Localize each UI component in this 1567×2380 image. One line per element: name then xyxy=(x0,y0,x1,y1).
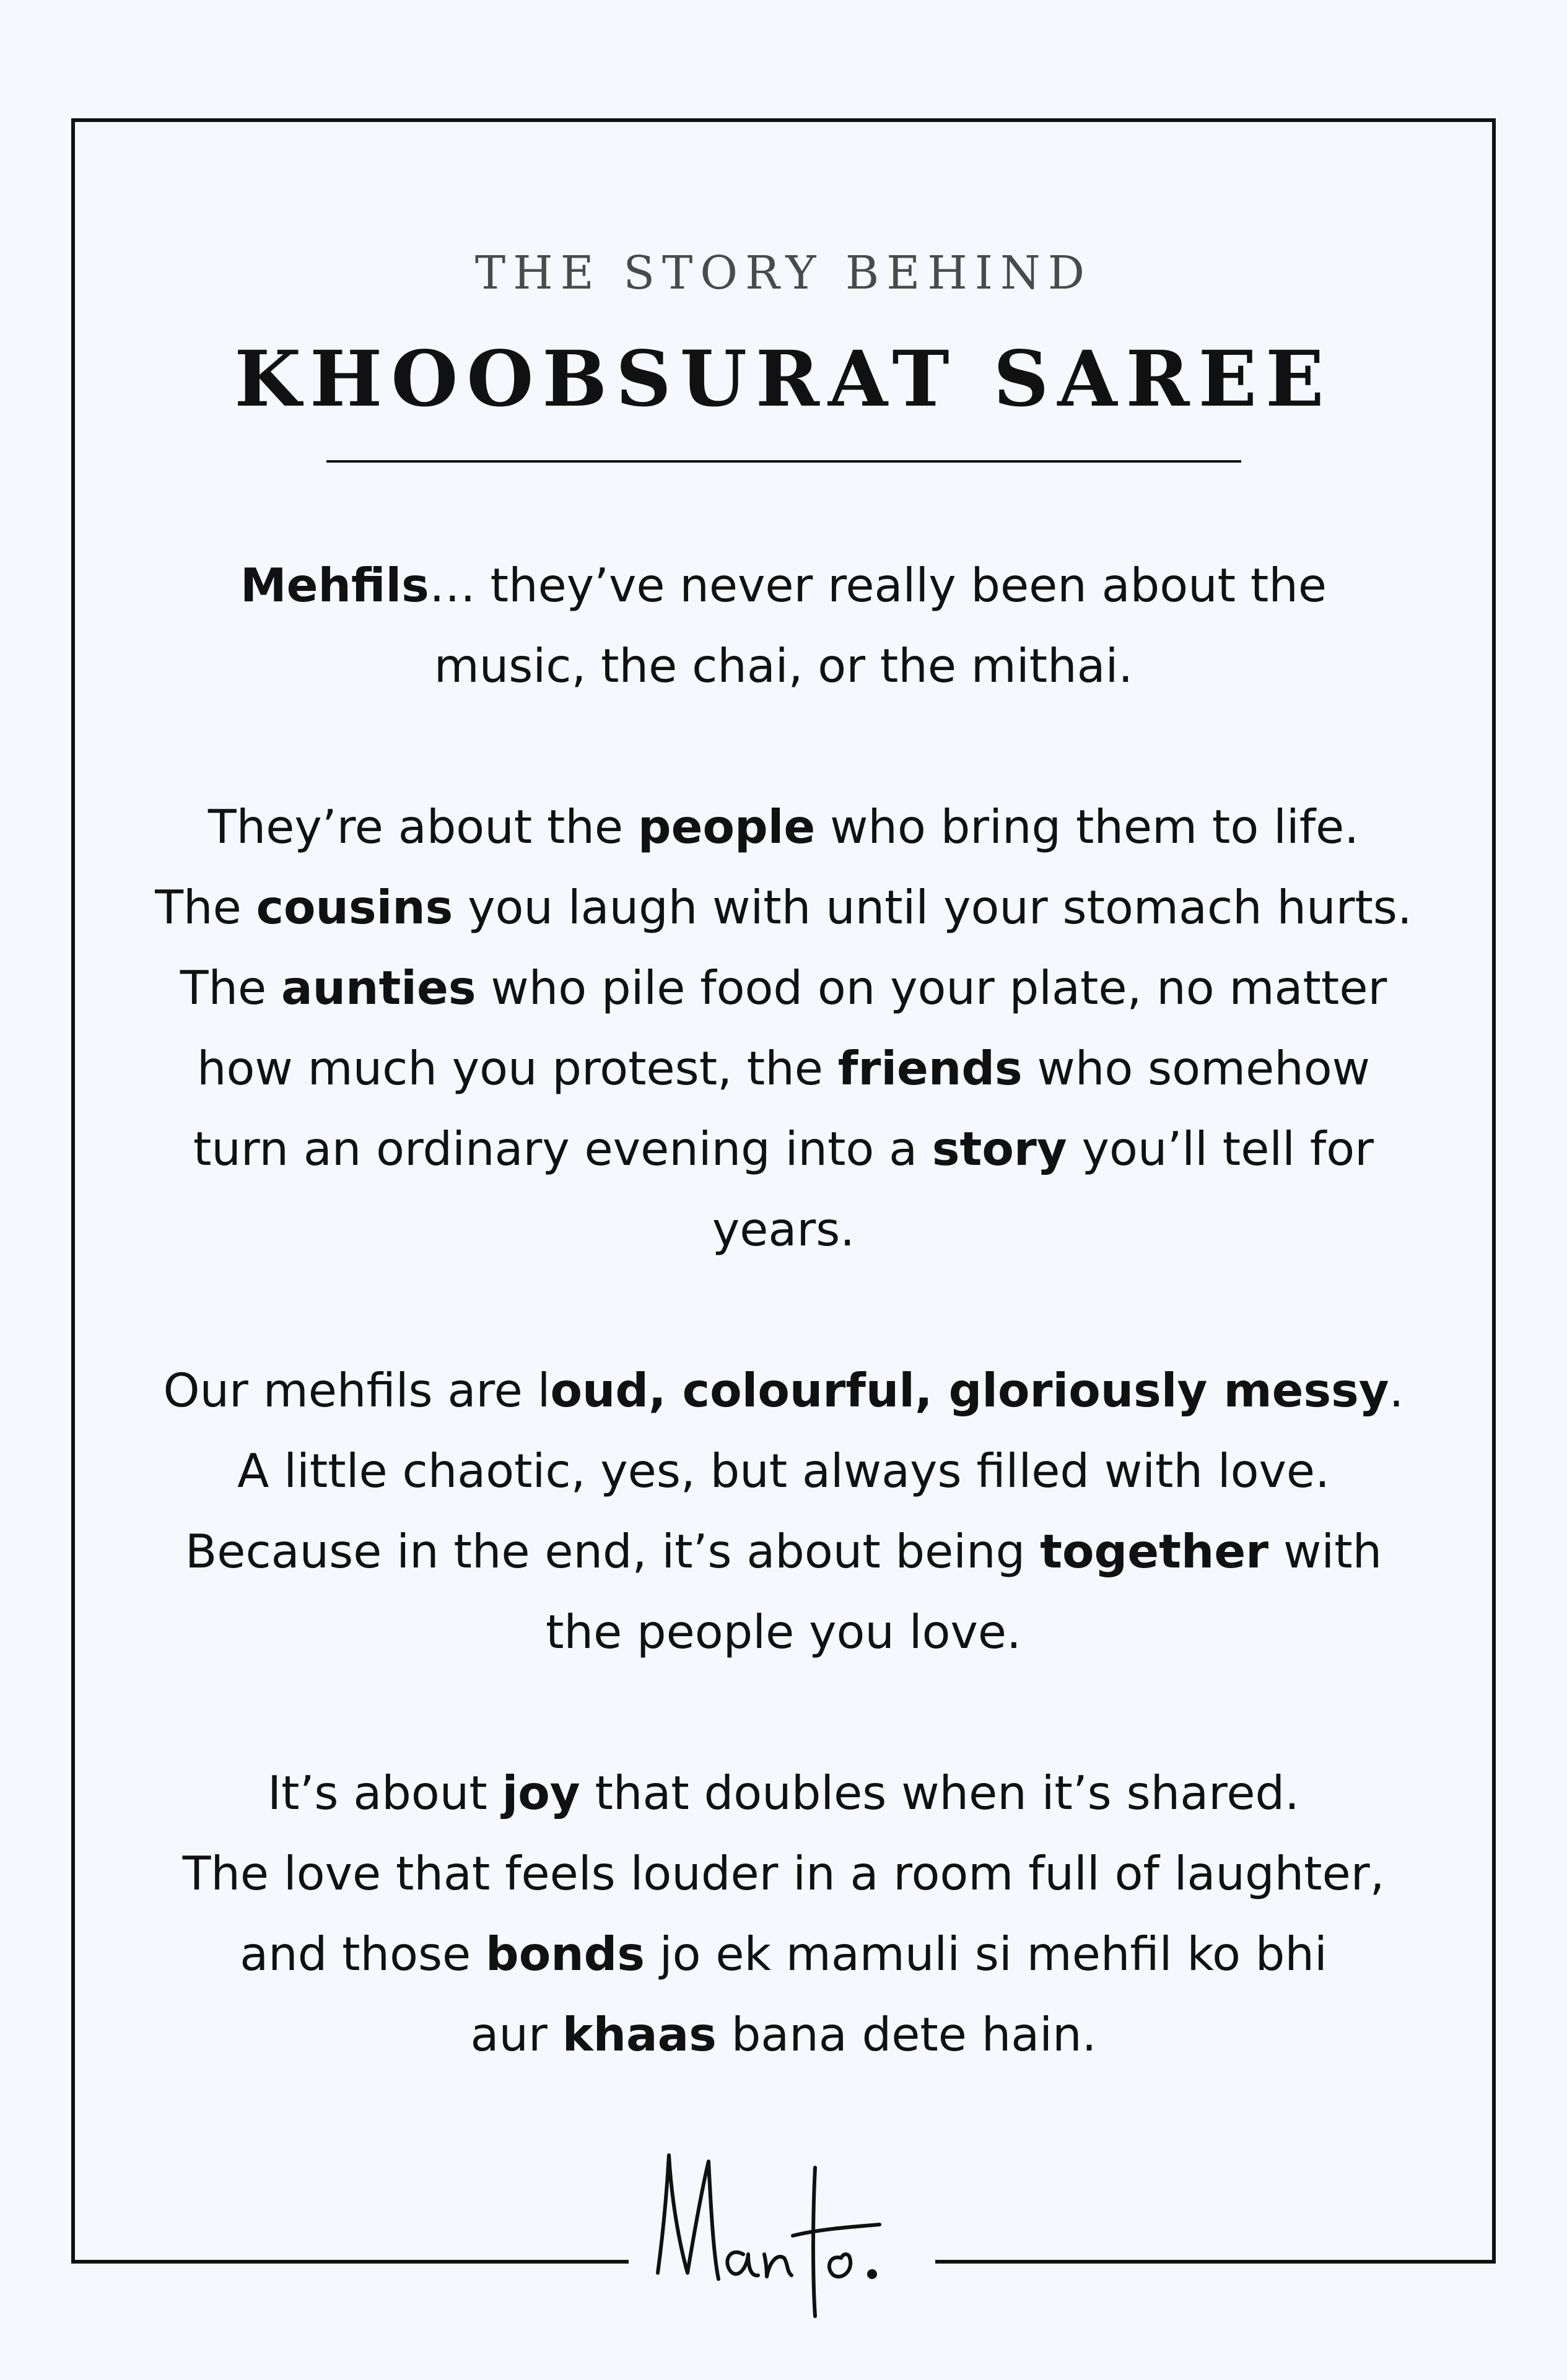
paragraph-line xyxy=(111,948,1456,1028)
body-text: who pile food on your plate, no matter xyxy=(476,961,1387,1015)
body-text: bana dete hain. xyxy=(716,2007,1097,2062)
body-text: turn an ordinary evening into a xyxy=(193,1122,932,1176)
body-text: jo ek mamuli si mehfil ko bhi xyxy=(644,1927,1327,1981)
emphasis-text: friends xyxy=(837,1041,1023,1096)
emphasis-text: khaas xyxy=(562,2007,717,2062)
title-divider xyxy=(326,460,1241,463)
body-text: the people you love. xyxy=(546,1605,1021,1659)
body-text: . xyxy=(1389,1363,1404,1418)
emphasis-text: bonds xyxy=(486,1927,645,1981)
body-text: that doubles when it’s shared. xyxy=(580,1766,1299,1820)
signature-logo xyxy=(644,2130,923,2341)
paragraph-line xyxy=(111,1833,1456,1914)
paragraph-line xyxy=(111,1189,1456,1270)
body-text: with xyxy=(1268,1524,1382,1579)
body-text: how much you protest, the xyxy=(196,1041,838,1096)
body-text: The xyxy=(155,880,256,935)
body-text: Our mehfils are l xyxy=(163,1363,551,1418)
paragraph-people xyxy=(111,787,1456,1270)
emphasis-text: joy xyxy=(502,1766,580,1820)
eyebrow-heading: THE STORY BEHIND xyxy=(474,246,1093,300)
paragraph-intro xyxy=(111,545,1456,706)
paragraph-line xyxy=(111,1994,1456,2075)
emphasis-text: cousins xyxy=(256,880,453,935)
frame-border-right xyxy=(1492,118,1496,2264)
emphasis-text: aunties xyxy=(281,961,476,1015)
body-text: years. xyxy=(712,1202,855,1257)
paragraph-line xyxy=(111,1431,1456,1511)
frame-border-bottom-right xyxy=(935,2260,1496,2264)
body-text: who bring them to life. xyxy=(815,800,1360,854)
body-text: Because in the end, it’s about being xyxy=(185,1524,1041,1579)
emphasis-text: together xyxy=(1040,1524,1269,1579)
paragraph-line xyxy=(111,1350,1456,1431)
paragraph-joy xyxy=(111,1753,1456,2075)
body-text: They’re about the xyxy=(207,800,638,854)
body-text: who somehow xyxy=(1022,1041,1371,1096)
paragraph-line xyxy=(111,1028,1456,1109)
paragraph-line xyxy=(111,867,1456,948)
paragraph-line xyxy=(111,626,1456,706)
body-text: … they’ve never really been about the xyxy=(429,558,1327,612)
paragraph-line xyxy=(111,545,1456,626)
emphasis-text: oud, colourful, gloriously messy xyxy=(550,1363,1389,1418)
frame-border-top xyxy=(71,118,1496,122)
paragraph-line xyxy=(111,787,1456,867)
body-text: It’s about xyxy=(268,1766,502,1820)
paragraph-line xyxy=(111,1914,1456,1994)
emphasis-text: people xyxy=(637,800,816,854)
body-text: The love that feels louder in a room full of laughter, xyxy=(182,1846,1385,1901)
body-text: A little chaotic, yes, but always filled with love. xyxy=(237,1444,1330,1498)
body-text: you laugh with until your stomach hurts. xyxy=(453,880,1412,935)
paragraph-line xyxy=(111,1753,1456,1833)
emphasis-text: story xyxy=(932,1122,1067,1176)
body-text: aur xyxy=(470,2007,562,2062)
frame-border-bottom-left xyxy=(71,2260,629,2264)
paragraph-line xyxy=(111,1511,1456,1592)
page-title: KHOOBSURAT SAREE xyxy=(234,334,1333,424)
body-text: and those xyxy=(240,1927,486,1981)
paragraph-mehfils xyxy=(111,1350,1456,1672)
body-text: music, the chai, or the mithai. xyxy=(434,639,1133,693)
paragraph-line xyxy=(111,1592,1456,1672)
paragraph-line xyxy=(111,1109,1456,1189)
emphasis-text: Mehfils xyxy=(240,558,429,612)
frame-border-left xyxy=(71,118,75,2264)
body-text: The xyxy=(180,961,282,1015)
body-text: you’ll tell for xyxy=(1067,1122,1374,1176)
